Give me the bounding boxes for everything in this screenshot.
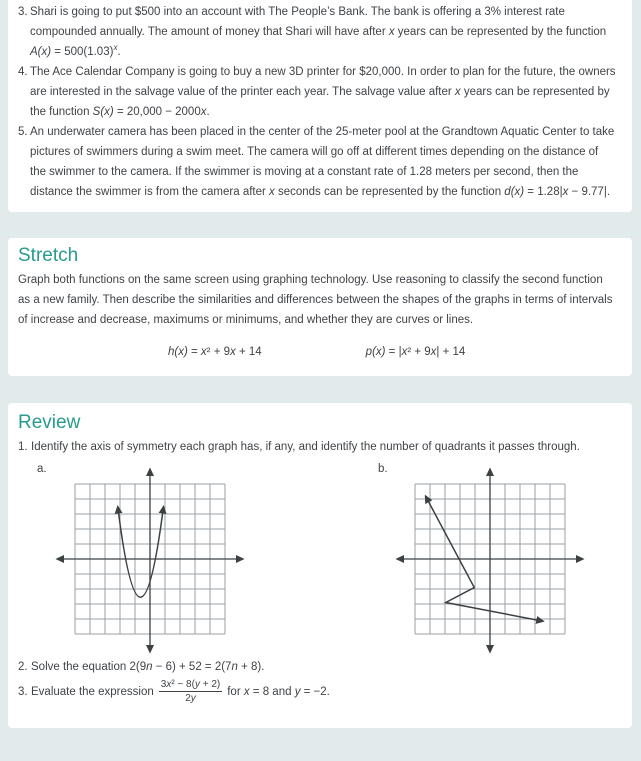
- graph-b-label: b.: [378, 463, 388, 475]
- problem-item-3: [18, 2, 616, 62]
- item-number: 3.: [18, 685, 28, 698]
- item-number: 1.: [18, 441, 28, 453]
- item-number: 2.: [18, 661, 28, 673]
- stretch-formulas: [18, 342, 616, 362]
- graph-a-label: a.: [37, 463, 47, 475]
- problem-number: 4.: [18, 66, 28, 78]
- problem-text: Shari is going to put $500 into an account with The People’s Bank. The bank is offering a 3% interest rate compounded annually. The amount of money that Shari will have after x years can be represented by the function $A(x) = 500(1.03)^x$.: [30, 6, 607, 58]
- stretch-instructions: Graph both functions on the same screen using graphing technology. Use reasoning to classify the second function as a new family. Then describe the similarities and differences between the shapes of the graphs in terms of intervals of increase and decrease, maximums or minimums, and whether they are curves or lines.: [18, 274, 613, 326]
- graph-b: [395, 459, 590, 659]
- problem-number: 5.: [18, 126, 28, 138]
- problems-card: [8, 0, 632, 212]
- problem-item-4: [18, 62, 616, 122]
- graphs-row: [18, 459, 616, 657]
- stretch-title: Stretch: [18, 245, 79, 266]
- review-item3-text: [31, 679, 616, 704]
- item3-prefix: Evaluate the expression: [31, 685, 154, 698]
- review-item-2: [18, 657, 616, 677]
- fraction-numerator: 3x² − 8(y + 2): [160, 679, 221, 690]
- review-item-3: [18, 679, 616, 704]
- fraction: [159, 679, 222, 704]
- review-item2-text: Solve the equation 2(9n − 6) + 52 = 2(7n + 8).: [31, 661, 265, 673]
- item3-suffix: for x = 8 and y = −2.: [227, 685, 330, 698]
- fraction-denominator: 2y: [185, 693, 196, 704]
- problem-number: 3.: [18, 6, 28, 18]
- problem-item-5: [18, 122, 616, 202]
- review-title: Review: [18, 412, 81, 433]
- review-card: [8, 403, 632, 728]
- stretch-card: [8, 238, 632, 376]
- graph-a: [55, 459, 250, 659]
- review-item1-text: Identify the axis of symmetry each graph has, if any, and identify the number of quadrants it passes through.: [31, 441, 580, 453]
- formula-p: p(x) = |x² + 9x| + 14: [365, 346, 466, 358]
- problem-text: An underwater camera has been placed in the center of the 25-meter pool at the Grandtown Aquatic Center to take pictures of swimmers during a swim meet. The camera will go off at different times depending on the distance of the swimmer to the camera. If the swimmer is moving at a constant rate of 1.28 meters per second, then the distance the swimmer is from the camera after x seconds can be represented by the function d(x) = 1.28|x − 9.77|.: [30, 126, 615, 198]
- problem-text: The Ace Calendar Company is going to buy a new 3D printer for $20,000. In order to plan for the future, the owners are interested in the salvage value of the printer each year. The salvage value after x years can be represented by the function S(x) = 20,000 − 2000x.: [30, 66, 616, 118]
- formula-h: h(x) = x² + 9x + 14: [168, 346, 262, 358]
- graph-a-curve: [118, 507, 164, 598]
- review-item-1: [18, 437, 616, 457]
